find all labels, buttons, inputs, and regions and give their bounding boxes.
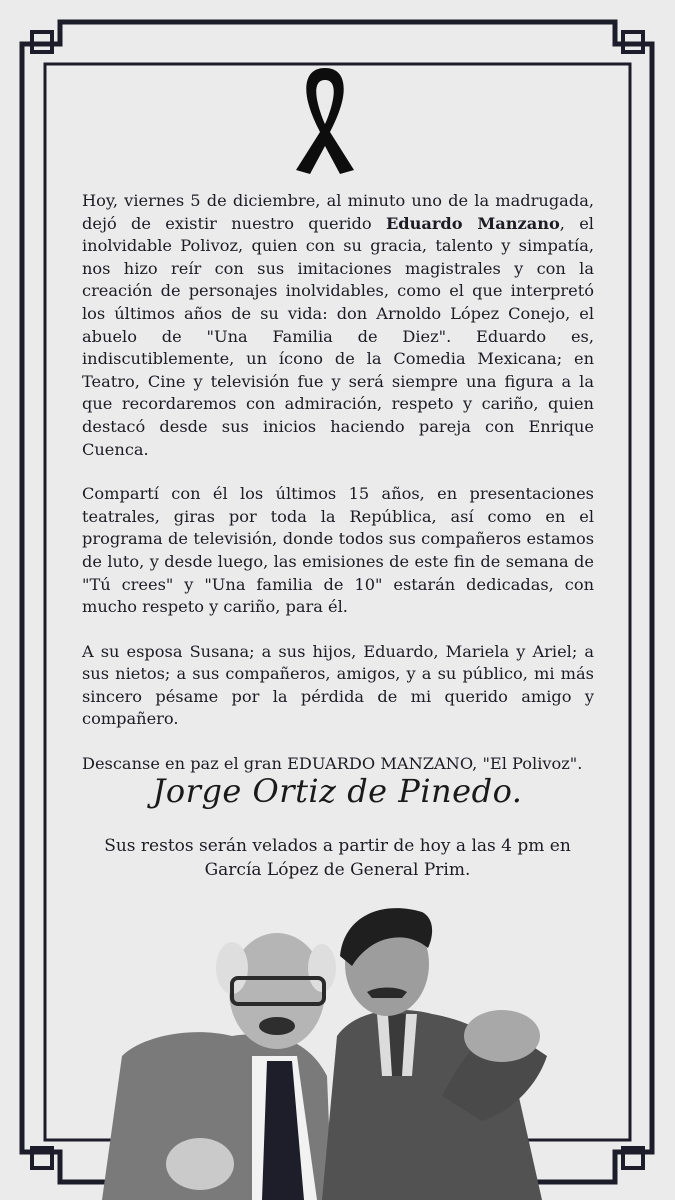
funeral-notice-line-1: Sus restos serán velados a partir de hoy a las 4 pm en [104, 836, 571, 856]
mourning-ribbon-icon [290, 66, 360, 174]
paragraph-3: A su esposa Susana; a sus hijos, Eduardo, Mariela y Ariel; a sus nietos; a sus compañeros, amigos, y a su público, mi más sincero pésame por la pérdida de mi querido amigo y compañero. [82, 641, 594, 729]
statement-text [82, 190, 594, 798]
funeral-notice-line-2: García López de General Prim. [204, 860, 471, 880]
paragraph-2: Compartí con él los últimos 15 años, en presentaciones teatrales, giras por toda la República, así como en el programa de televisión, donde todos sus compañeros estamos de luto, y desde luego, las emisiones de este fin de semana de "Tú crees" y "Una familia de 10" estarán dedicadas, con mucho respeto y cariño, para él. [82, 484, 594, 617]
left-man-mouth [259, 1017, 295, 1035]
right-man-hand [464, 1010, 540, 1062]
deceased-name: Eduardo Manzano [385, 213, 560, 233]
paragraph-1: Hoy, viernes 5 de diciembre, al minuto uno de la madrugada, dejó de existir nuestro querido Eduardo Manzano, el inolvidable Polivoz, quien con su gracia, talento y simpatía, nos hizo reír con sus imitaciones magistrales y con la creación de personajes inolvidables, como el que interpretó los últimos años de su vida: don Arnoldo López Conejo, el abuelo de "Una Familia de Diez". Eduardo es, indiscutiblemente, un ícono de la Comedia Mexicana; en Teatro, Cine y televisión fue y será siempre una figura a la que recordaremos con admiración, respeto y cariño, quien destacó desde sus inicios haciendo pareja con Enrique Cuenca. [82, 191, 594, 459]
paragraph-4: Descanse en paz el gran EDUARDO MANZANO, "El Polivoz". [82, 754, 583, 774]
left-man-hand [166, 1138, 234, 1190]
funeral-notice [80, 834, 595, 882]
photo-two-men [82, 896, 562, 1200]
signature: Jorge Ortiz de Pinedo. [152, 772, 523, 810]
